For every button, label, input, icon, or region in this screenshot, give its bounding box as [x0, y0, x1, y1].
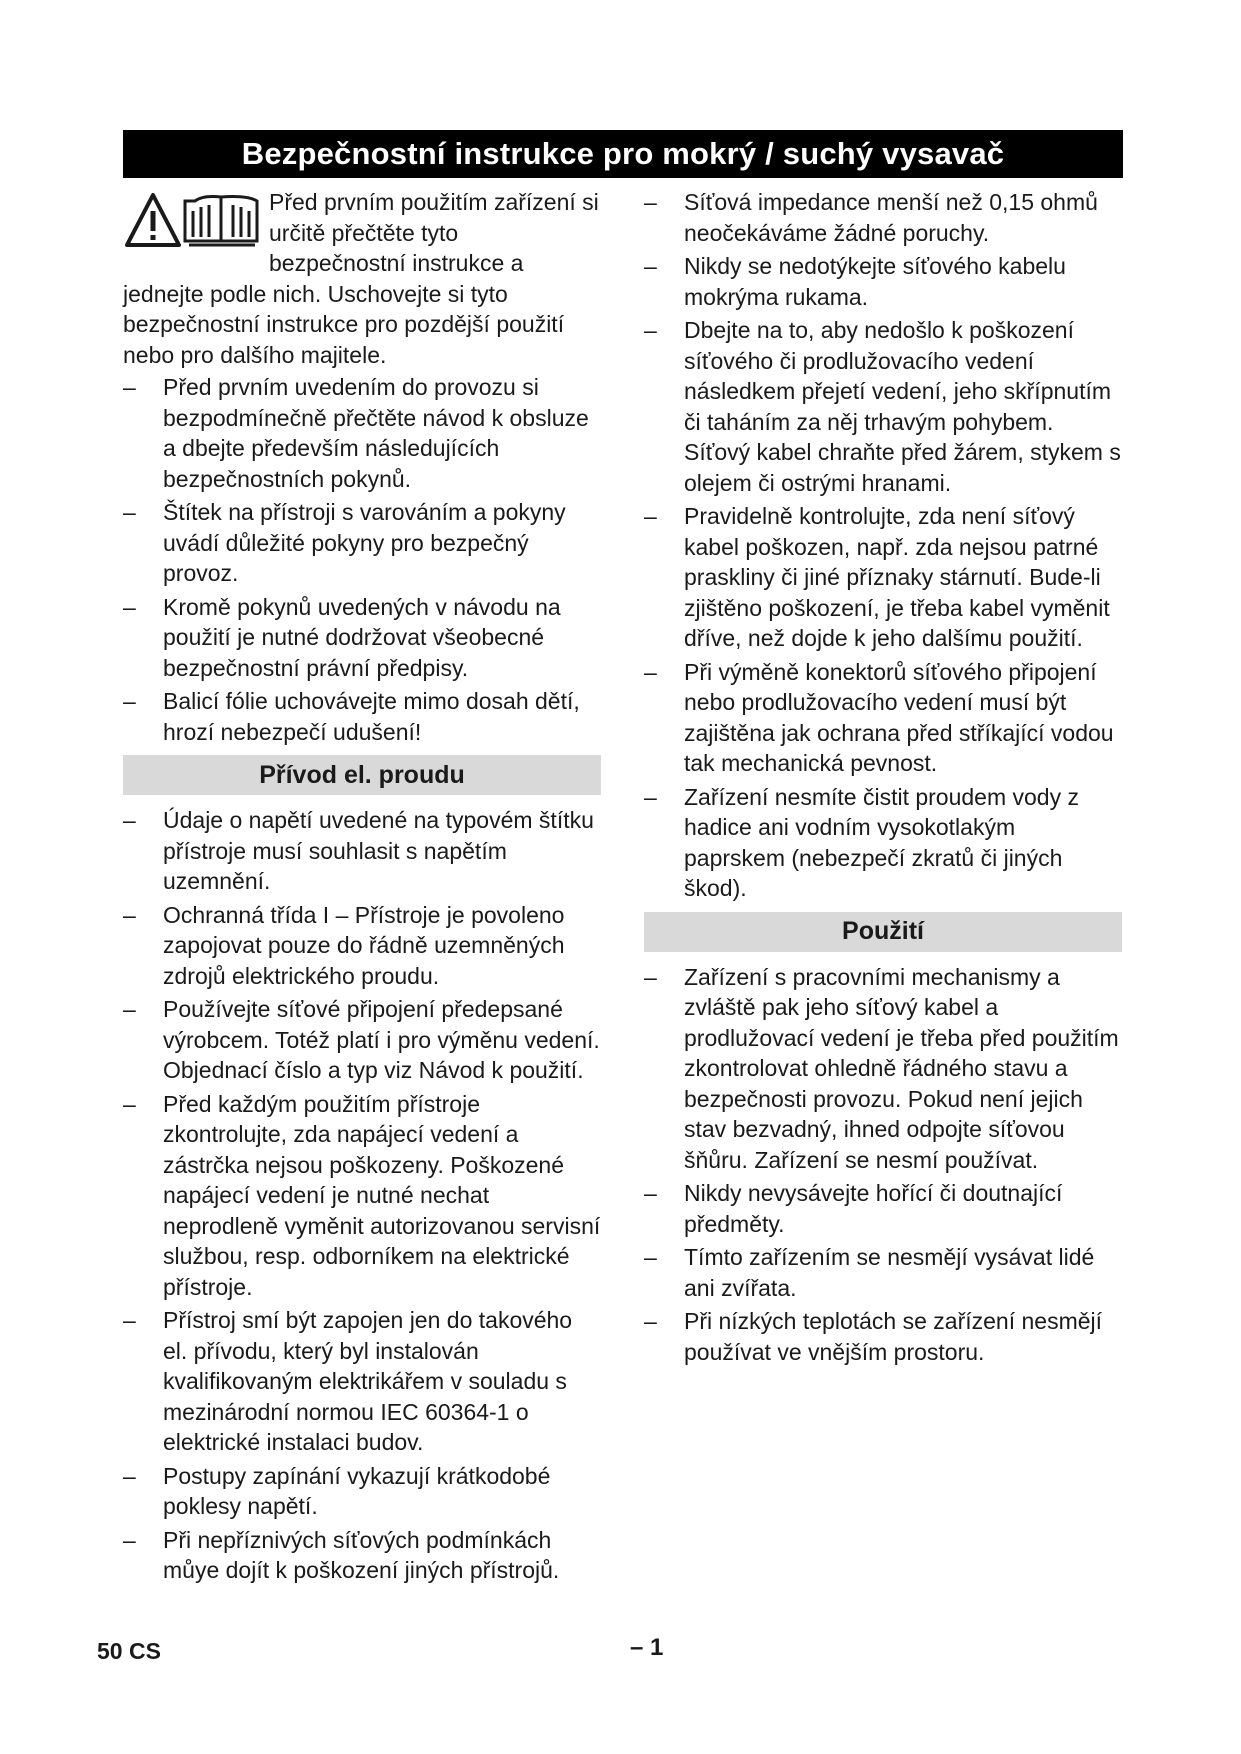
list-item: – Štítek na přístroji s varováním a pokyny uvádí důležité pokyny pro bezpečný provoz. [123, 499, 566, 586]
list-item: – Pravidelně kontrolujte, zda není síťový kabel poškozen, např. zda nejsou patrné praskliny či jiné příznaky stárnutí. Bude-li zjištěno poškození, je třeba kabel vyměnit dříve, než dojde k jeho dalšímu použití. [644, 503, 1110, 651]
list-item: – Nikdy se nedotýkejte síťového kabelu mokrýma rukama. [644, 253, 1066, 310]
list-item: – Kromě pokynů uvedených v návodu na použití je nutné dodržovat všeobecné bezpečnostní právní předpisy. [123, 593, 561, 681]
section-heading-use: Použití [644, 912, 1122, 952]
intro-block [123, 187, 601, 370]
footer-page-label: 50 CS [97, 1638, 161, 1664]
list-item: – Při výměně konektorů síťového připojení nebo prodlužovacího vedení musí být zajištěna jak ochrana před stříkající vodou tak mechanická pevnost. [644, 658, 1114, 776]
section-heading-power: Přívod el. proudu [123, 755, 601, 795]
list-item: – Při nízkých teplotách se zařízení nesmějí používat ve vnějším prostoru. [644, 1308, 1103, 1365]
footer-page-number: – 1 [630, 1634, 664, 1661]
list-item: – Údaje o napětí uvedené na typovém štítku přístroje musí souhlasit s napětím uzemnění. [123, 807, 594, 894]
list-item: – Používejte síťové připojení předepsané výrobcem. Totéž platí i pro výměnu vedení. Objednací číslo a typ viz Návod k použití. [123, 996, 600, 1083]
list-item: – Zařízení nesmíte čistit proudem vody z hadice ani vodním vysokotlakým paprskem (nebezpečí zkratů či jiných škod). [644, 783, 1079, 901]
left-column [123, 187, 601, 1589]
list-item: – Tímto zařízením se nesmějí vysávat lidé ani zvířata. [644, 1244, 1095, 1301]
warning-manual-icon [123, 191, 259, 249]
list-item: – Při nepříznivých síťových podmínkách můye dojít k poškození jiných přístrojů. [123, 1526, 560, 1583]
page-title: Bezpečnostní instrukce pro mokrý / suchý vysavač [123, 130, 1123, 178]
list-item: – Před každým použitím přístroje zkontrolujte, zda napájecí vedení a zástrčka nejsou poškozeny. Poškozené napájecí vedení je nutné nechat neprodleně vyměnit autorizovanou servisní službou, resp. odborníkem na elektrické přístroje. [123, 1090, 601, 1300]
list-item: – Přístroj smí být zapojen jen do takového el. přívodu, který byl instalován kvalifikovaným elektrikářem v souladu s mezinárodní normou IEC 60364-1 o elektrické instalaci budov. [123, 1307, 573, 1455]
list-item: – Postupy zapínání vykazují krátkodobé poklesy napětí. [123, 1462, 551, 1519]
list-item: – Dbejte na to, aby nedošlo k poškození síťového či prodlužovacího vedení následkem přejetí vedení, jeho skřípnutím či taháním za něj trhavým pohybem. Síťový kabel chraňte před žárem, stykem s olejem či ostrými hranami. [644, 317, 1121, 496]
list-item: – Balicí fólie uchovávejte mimo dosah dětí, hrozí nebezpečí udušení! [123, 688, 580, 745]
list-item: – Zařízení s pracovními mechanismy a zvláště pak jeho síťový kabel a prodlužovací vedení je třeba před použitím zkontrolovat ohledně řádného stavu a bezpečnosti provozu. Pokud není jejich stav bezvadný, ihned odpojte síťovou šňůru. Zařízení se nesmí používat. [644, 963, 1119, 1173]
list-item: – Síťová impedance menší než 0,15 ohmů neočekáváme žádné poruchy. [644, 189, 1098, 246]
intro-text: Před prvním použitím zařízení si určitě přečtěte tyto bezpečnostní instrukce a jednejte podle nich. Uschovejte si tyto bezpečnostní instrukce pro pozdější použití nebo pro dalšího majitele. [123, 189, 599, 368]
list-item: – Nikdy nevysávejte hořící či doutnající předměty. [644, 1180, 1063, 1237]
manual-book-icon [185, 197, 257, 246]
list-item: – Ochranná třída I – Přístroje je povoleno zapojovat pouze do řádně uzemněných zdrojů elektrického proudu. [123, 901, 565, 989]
warning-triangle-icon [127, 195, 179, 245]
list-item: – Před prvním uvedením do provozu si bezpodmínečně přečtěte návod k obsluze a dbejte především následujících bezpečnostních pokynů. [123, 374, 589, 492]
right-column [644, 187, 1122, 1370]
